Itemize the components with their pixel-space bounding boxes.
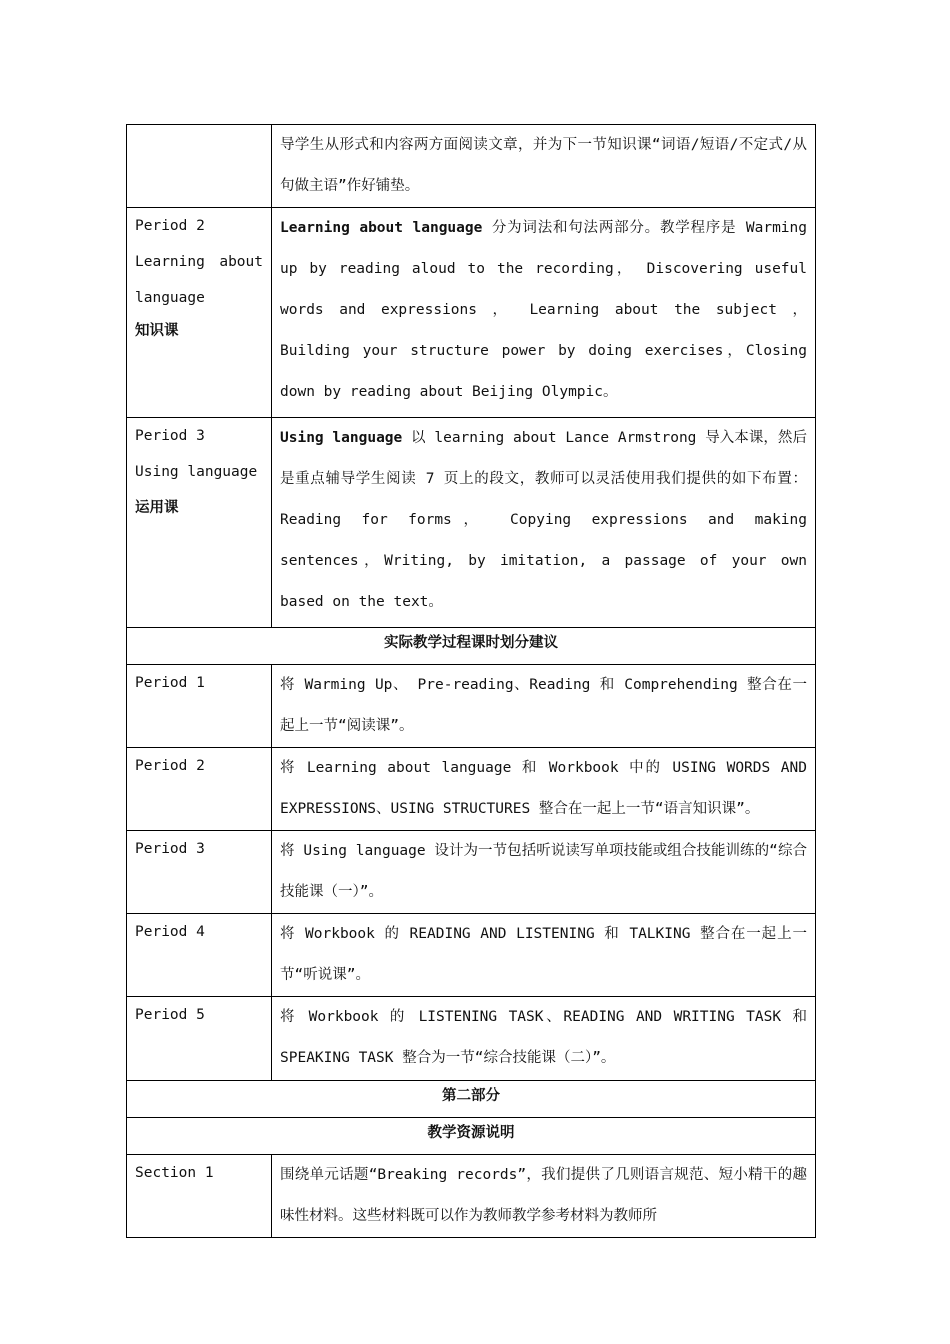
table-row: [127, 208, 816, 418]
section-description: 围绕单元话题“Breaking records”，我们提供了几则语言规范、短小精干的趣味性材料。这些材料既可以作为教师教学参考材料为教师所: [272, 1155, 816, 1238]
lesson-plan-table: [126, 124, 816, 1238]
description-text: 分为词法和句法两部分。教学程序是 Warming up by reading aloud to the recording， Discovering useful words and expressions ， Learning about the subject ， Building your structure power by doing exercises，Closing down by reading about Beijing Olympic。: [280, 220, 807, 400]
resource-heading: 教学资源说明: [127, 1118, 816, 1155]
period-description: [272, 418, 816, 628]
period-label: Period 5: [127, 997, 272, 1081]
period-description: 将 Warming Up、 Pre-reading、Reading 和 Comprehending 整合在一起上一节“阅读课”。: [272, 665, 816, 748]
period-description: 将 Workbook 的 READING AND LISTENING 和 TALKING 整合在一起上一节“听说课”。: [272, 914, 816, 997]
period-cell: [127, 208, 272, 418]
table-row: [127, 125, 816, 208]
table-row: [127, 997, 816, 1081]
lead-term: Learning about language: [280, 220, 483, 236]
table-row: [127, 1155, 816, 1238]
table-row: [127, 418, 816, 628]
period-label: Period 3: [135, 428, 205, 444]
lead-term: Using language: [280, 430, 403, 446]
period-cell: [127, 418, 272, 628]
table-row: [127, 831, 816, 914]
period-description: 将 Using language 设计为一节包括听说读写单项技能或组合技能训练的“综合技能课（一）”。: [272, 831, 816, 914]
section-label: Section 1: [127, 1155, 272, 1238]
table-row: [127, 665, 816, 748]
period-label: Period 3: [127, 831, 272, 914]
table-row: [127, 1118, 816, 1155]
period-label: Period 4: [127, 914, 272, 997]
period-label: Period 2: [127, 748, 272, 831]
period-description: [272, 208, 816, 418]
part-heading: 第二部分: [127, 1081, 816, 1118]
period-type: 运用课: [135, 500, 179, 516]
period-description: 将 Learning about language 和 Workbook 中的 USING WORDS AND EXPRESSIONS、USING STRUCTURES 整合在一起上一节“语言知识课”。: [272, 748, 816, 831]
period-name: Using language: [135, 464, 258, 480]
empty-cell: [127, 125, 272, 208]
row-text: 导学生从形式和内容两方面阅读文章，并为下一节知识课“词语/短语/不定式/从句做主语”作好铺垫。: [272, 125, 816, 208]
period-label: Period 2: [135, 218, 205, 234]
table-row: [127, 748, 816, 831]
period-label: Period 1: [127, 665, 272, 748]
section-heading: 实际教学过程课时划分建议: [127, 628, 816, 665]
period-name: Learning about: [135, 254, 263, 270]
period-description: 将 Workbook 的 LISTENING TASK、READING AND WRITING TASK 和 SPEAKING TASK 整合为一节“综合技能课（二）”。: [272, 997, 816, 1081]
period-name-cont: language: [135, 290, 205, 306]
table-row: [127, 1081, 816, 1118]
table-row: [127, 628, 816, 665]
table-row: [127, 914, 816, 997]
period-type: 知识课: [135, 323, 179, 339]
description-text: 以 learning about Lance Armstrong 导入本课，然后是重点辅导学生阅读 7 页上的段文，教师可以灵活使用我们提供的如下布置：Reading for forms， Copying expressions and making sentences，Writing, by imitation, a passage of your own based on the text。: [280, 430, 807, 610]
